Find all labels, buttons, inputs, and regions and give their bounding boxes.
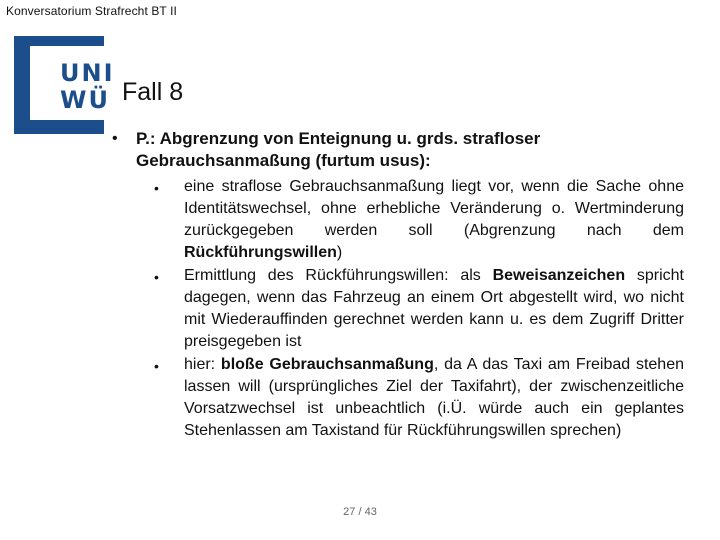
list-item bbox=[154, 265, 684, 353]
subpoint-bold-term: Rückführungswillen bbox=[184, 244, 337, 261]
subpoint-text-part: ) bbox=[336, 244, 343, 261]
subpoint-text bbox=[184, 265, 684, 353]
logo-line-2: WÜ bbox=[60, 86, 110, 114]
subpoint-text-part: hier: bbox=[184, 356, 221, 373]
slide-title: Fall 8 bbox=[122, 78, 184, 106]
bullet-icon: • bbox=[154, 358, 159, 374]
list-item bbox=[154, 176, 684, 264]
subpoint-bold-term: bloße Gebrauchsanmaßung bbox=[220, 356, 434, 373]
subpoint-text bbox=[184, 176, 684, 264]
subpoint-text-part: Ermittlung des Rückführungswillen: als bbox=[184, 267, 493, 284]
bullet-icon: • bbox=[154, 180, 159, 196]
logo-line-1: UNI bbox=[60, 59, 115, 87]
main-point bbox=[112, 128, 688, 172]
subpoint-text-part: , da A das Taxi am Freibad stehen lassen will (ursprüngliches Ziel der Taxifahrt), der zwischenzeitliche Vorsatzwechsel ist unbeachtlich (i.Ü. würde auch ein geplantes Stehenlassen am Taxistand für Rückführungswillen sprechen) bbox=[184, 356, 684, 439]
bullet-icon: • bbox=[154, 269, 159, 285]
subpoint-text-part: eine straflose Gebrauchsanmaßung liegt vor, wenn die Sache ohne Identitätswechsel, ohne erhebliche Veränderung o. Wertminderung zurückgegeben werden soll (Abgrenzung nach dem bbox=[184, 178, 684, 239]
subpoint-list bbox=[154, 176, 684, 442]
main-point-text: P.: Abgrenzung von Enteignung u. grds. strafloser Gebrauchsanmaßung (furtum usus): bbox=[136, 129, 541, 170]
subpoint-text-part: spricht dagegen, wenn das Fahrzeug an einem Ort abgestellt wird, wo nicht mit Wiederauffinden gerechnet werden kann u. es dem Zugriff Dritter preisgegeben ist bbox=[184, 267, 685, 350]
page-number: 27 / 43 bbox=[343, 506, 377, 518]
bullet-icon: • bbox=[112, 130, 118, 147]
course-title: Konversatorium Strafrecht BT II bbox=[6, 4, 177, 18]
subpoint-text bbox=[184, 354, 684, 442]
subpoint-bold-term: Beweisanzeichen bbox=[492, 267, 626, 284]
slide-content bbox=[112, 128, 688, 443]
list-item bbox=[154, 354, 684, 442]
university-logo bbox=[60, 60, 120, 114]
